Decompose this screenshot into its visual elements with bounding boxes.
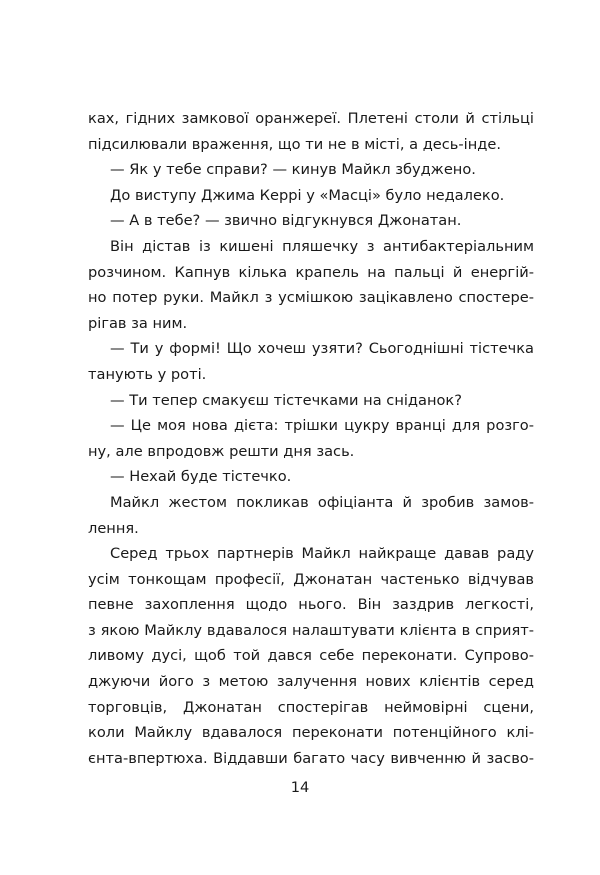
text-line: — Ти тепер смакуєш тістечками на сніданок? <box>110 391 462 409</box>
text-line: До виступу Джима Керрі у «Масці» було недалеко. <box>110 186 505 204</box>
text-line: ну, але впродовж решти дня зась. <box>88 442 355 460</box>
text-line: рігав за ним. <box>88 314 188 332</box>
text-line: джуючи його з метою залучення нових клієнтів серед <box>88 673 534 691</box>
page-number: 14 <box>290 779 310 796</box>
text-line: лення. <box>88 519 139 537</box>
text-line: ливому дусі, щоб той дався себе переконати. Супрово- <box>88 647 534 665</box>
text-line: Серед трьох партнерів Майкл найкраще давав раду <box>110 545 534 563</box>
text-line: Він дістав із кишені пляшечку з антибактеріальним <box>110 237 534 255</box>
text-line: підсилювали враження, що ти не в місті, а десь-інде. <box>88 135 501 153</box>
text-line: коли Майклу вдавалося переконати потенційного клі- <box>88 724 534 742</box>
text-line: ках, гідних замкової оранжереї. Плетені столи й стільці <box>88 110 534 127</box>
text-line: — А в тебе? — звично відгукнувся Джонатан. <box>110 212 462 230</box>
text-line: — Як у тебе справи? — кинув Майкл збуджено. <box>110 161 476 179</box>
text-line: усім тонкощам професії, Джонатан частенько відчував <box>88 570 534 588</box>
text-line: розчином. Капнув кілька крапель на пальці й енергій- <box>88 263 534 281</box>
text-line: но потер руки. Майкл з усмішкою зацікавлено спостере- <box>88 289 534 307</box>
text-line: танують у роті. <box>88 365 207 383</box>
text-line: Майкл жестом покликав офіціанта й зробив замов- <box>110 493 534 511</box>
text-line: певне захоплення щодо нього. Він заздрив легкості, <box>88 596 534 614</box>
text-line: — Нехай буде тістечко. <box>110 468 292 486</box>
text-line: єнта-впертюха. Віддавши багато часу вивченню й засво- <box>88 749 534 767</box>
text-line: — Це моя нова дієта: трішки цукру вранці для розго- <box>110 417 534 435</box>
text-line: з якою Майклу вдавалося налаштувати клієнта в сприят- <box>88 621 534 639</box>
book-page-text <box>88 106 534 771</box>
text-line: — Ти у формі! Що хочеш узяти? Сьогоднішні тістечка <box>110 340 534 358</box>
text-line: торговців, Джонатан спостерігав неймовірні сцени, <box>88 698 534 716</box>
